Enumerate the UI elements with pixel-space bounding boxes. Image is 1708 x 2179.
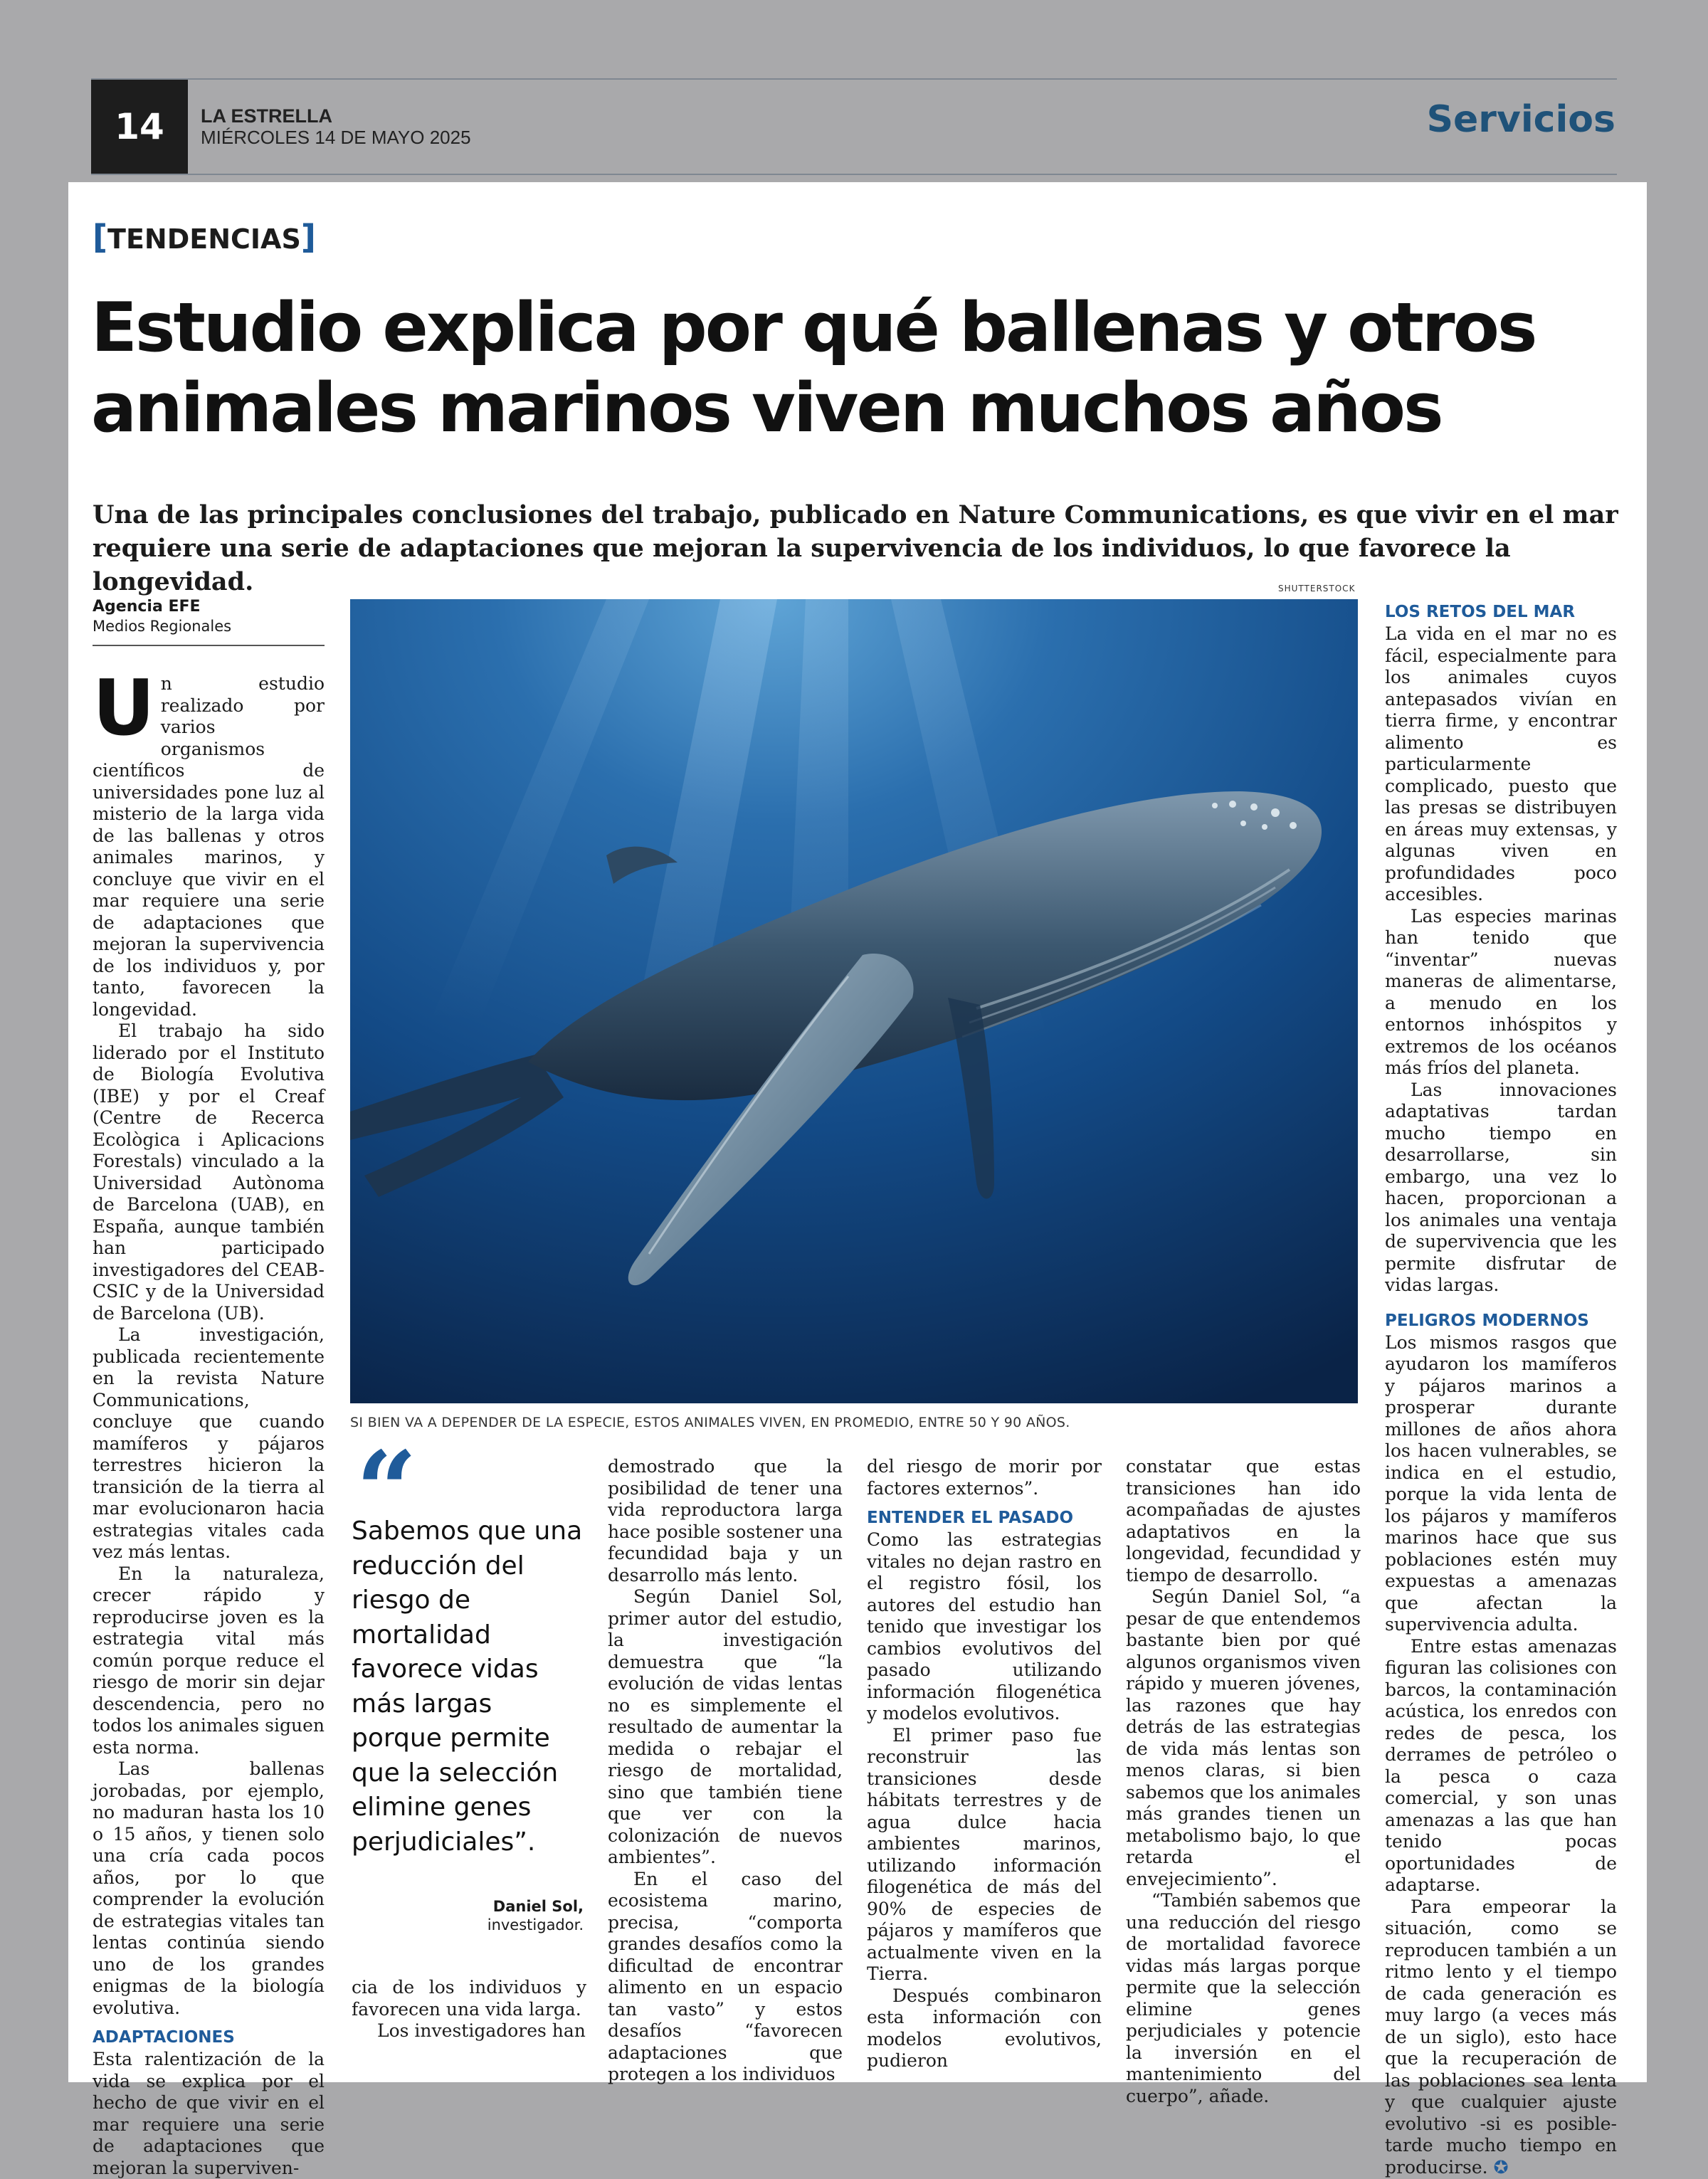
paragraph	[1385, 1896, 1617, 2179]
paragraph: En la naturaleza, crecer rápido y reproducirse joven es la estrategia vital más común porque reduce el riesgo de morir sin dejar descendencia, pero no todos los animales siguen esta norma.	[93, 1563, 325, 1758]
paragraph: Esta ralentización de la vida se explica por el hecho de que vivir en el mar requiere una serie de adaptaciones que mejoran la superviven-	[93, 2049, 325, 2178]
top-rule	[91, 78, 1617, 80]
subheading-adaptaciones: ADAPTACIONES	[93, 2028, 235, 2047]
paragraph	[93, 664, 325, 1020]
paragraph-text: n estudio realizado por varios organismos científicos de universidades pone luz al misterio de la larga vida de las ballenas y otros animales marinos, y concluye que vivir en el mar requiere una serie de adaptaciones que mejoran la supervivencia de los individuos y, por tanto, favorecen la longevidad.	[93, 673, 325, 1020]
edition-date: MIÉRCOLES 14 DE MAYO 2025	[201, 127, 471, 148]
newspaper-name: LA ESTRELLA	[201, 105, 332, 127]
kicker	[93, 218, 316, 256]
photo-caption: SI BIEN VA A DEPENDER DE LA ESPECIE, ESTOS ANIMALES VIVEN, EN PROMEDIO, ENTRE 50 Y 90 AÑOS.	[350, 1415, 1070, 1430]
paragraph: Después combinaron esta información con modelos evolutivos, pudieron	[867, 1985, 1102, 2071]
page-number: 14	[91, 80, 188, 174]
paragraph: Los mismos rasgos que ayudaron los mamíferos y pájaros marinos a prosperar durante millones de años ahora los hacen vulnerables, se indica en el estudio, porque la vida lenta de los pájaros y mamíferos marinos hace que sus poblaciones estén muy expuestas a amenazas que afectan la supervivencia adulta.	[1385, 1331, 1617, 1635]
quote-attribution	[441, 1897, 584, 1934]
paragraph: Según Daniel Sol, primer autor del estudio, la investigación demuestra que “la evolución de vidas lentas no es simplemente el resultado de aumentar la medida o rebajar el riesgo de mortalidad, sino que también tiene que ver con la colonización de nuevos ambientes”.	[608, 1586, 843, 1867]
subheading-peligros: PELIGROS MODERNOS	[1385, 1311, 1589, 1330]
subheading-retos: LOS RETOS DEL MAR	[1385, 603, 1576, 621]
dropcap: U	[93, 664, 155, 753]
text-column-6	[1385, 602, 1617, 2178]
paragraph: Las especies marinas han tenido que “inventar” nuevas maneras de alimentarse, a menudo en los entornos inhóspitos y extremos de los océanos más fríos del planeta.	[1385, 905, 1617, 1078]
header-rule	[91, 174, 1617, 175]
paragraph: La investigación, publicada recientemente en la revista Nature Communications, concluye que cuando mamíferos y pájaros terrestres hicieron la transición de la tierra al mar evolucionaron hacia estrategias vitales cada vez más lentas.	[93, 1324, 325, 1562]
text-column-3	[608, 1456, 843, 2086]
kicker-label: TENDENCIAS	[107, 223, 301, 255]
kicker-bracket-close: ]	[300, 218, 316, 256]
paragraph: cia de los individuos y favorecen una vida larga.	[352, 1977, 586, 2020]
text-column-1	[93, 664, 325, 2179]
paragraph: La vida en el mar no es fácil, especialmente para los animales cuyos antepasados vivían en tierra firme, y encontrar alimento es particularmente complicado, puesto que las presas se distribuyen en áreas muy extensas, y algunas viven en profundidades poco accesibles.	[1385, 623, 1617, 904]
paragraph: El primer paso fue reconstruir las transiciones desde hábitats terrestres y de agua dulce hacia ambientes marinos, utilizando información filogenética de más del 90% de especies de pájaros y mamíferos que actualmente viven en la Tierra.	[867, 1724, 1102, 1984]
deck: Una de las principales conclusiones del trabajo, publicado en Nature Communications, es que vivir en el mar requiere una serie de adaptaciones que mejoran la supervivencia de los individuos, lo que favorece la longevidad.	[93, 500, 1618, 596]
headline-line-2: animales marinos viven muchos años	[91, 369, 1442, 448]
quote-author-role: investigador.	[487, 1916, 584, 1933]
whale-photo	[350, 599, 1358, 1403]
byline-outlet: Medios Regionales	[93, 618, 232, 635]
paragraph-text: Para empeorar la situación, como se reproducen también a un ritmo lento y el tiempo de cada generación es muy largo (a veces más de un siglo), esto hace que la recuperación de las poblaciones sea lenta y que cualquier ajuste evolutivo -si es posible- tarde mucho tiempo en producirse.	[1385, 1896, 1617, 2178]
section-title: Servicios	[1426, 98, 1615, 141]
text-column-5	[1126, 1456, 1361, 2107]
paragraph: En el caso del ecosistema marino, precisa, “comporta grandes desafíos como la dificultad de encontrar alimento en un espacio tan vasto” y estos desafíos “favorecen adaptaciones que protegen a los individuos	[608, 1868, 843, 2084]
paragraph: “También sabemos que una reducción del riesgo de mortalidad favorece vidas más largas porque permite que la selección elimine genes perjudiciales y potencie la inversión en el mantenimiento del cuerpo”, añade.	[1126, 1890, 1361, 2106]
byline-rule	[93, 645, 325, 646]
paragraph: Las ballenas jorobadas, por ejemplo, no maduran hasta los 10 o 15 años, y tienen solo una cría cada pocos años, por lo que comprender la evolución de estrategias vitales tan lentas continúa siendo uno de los grandes enigmas de la biología evolutiva.	[93, 1758, 325, 2018]
text-column-4	[867, 1456, 1102, 2072]
paragraph: Entre estas amenazas figuran las colisiones con barcos, la contaminación acústica, los enredos con redes de pesca, los derrames de petróleo o la pesca o caza comercial, y son unas amenazas a las que han tenido pocas oportunidades de adaptarse.	[1385, 1635, 1617, 1895]
paragraph: constatar que estas transiciones han ido acompañadas de ajustes adaptativos en la longevidad, fecundidad y tiempo de desarrollo.	[1126, 1456, 1361, 1586]
end-of-article-icon: ✪	[1493, 2156, 1509, 2178]
quote-author: Daniel Sol,	[492, 1898, 584, 1915]
headline-line-1: Estudio explica por qué ballenas y otros	[91, 289, 1536, 367]
subheading-entender: ENTENDER EL PASADO	[867, 1509, 1074, 1527]
paragraph: demostrado que la posibilidad de tener una vida reproductora larga hace posible sostener una fecundidad baja y un desarrollo más lento.	[608, 1456, 843, 1586]
paragraph: Los investigadores han	[377, 2020, 586, 2041]
paragraph: Las innovaciones adaptativas tardan mucho tiempo en desarrollarse, sin embargo, una vez lo hacen, proporcionan a los animales una ventaja de supervivencia que les permite disfrutar de vidas largas.	[1385, 1079, 1617, 1295]
whale-illustration	[350, 599, 1358, 1403]
headline	[91, 288, 1628, 449]
paragraph: Como las estrategias vitales no dejan rastro en el registro fósil, los autores del estudio han tenido que investigar los cambios evolutivos del pasado utilizando información filogenética y modelos evolutivos.	[867, 1529, 1102, 1724]
paragraph: Según Daniel Sol, “a pesar de que entendemos bastante bien por qué algunos organismos viven rápido y mueren jóvenes, las razones que hay detrás de las estrategias de vida más lentas son menos claras, si bien sabemos que los animales más grandes tienen un metabolismo bajo, lo que retarda el envejecimiento”.	[1126, 1586, 1361, 1889]
text-column-2	[352, 1977, 586, 2042]
kicker-bracket-open: [	[93, 218, 108, 256]
paragraph: del riesgo de morir por factores externos”.	[867, 1456, 1102, 1499]
photo-credit: SHUTTERSTOCK	[1278, 584, 1356, 593]
paragraph: El trabajo ha sido liderado por el Instituto de Biología Evolutiva (IBE) y por el Creaf (Centre de Recerca Ecològica i Aplicacions Forestals) vinculado a la Universidad Autònoma de Barcelona (UAB), en España, aunque también han participado investigadores del CEAB-CSIC y de la Universidad de Barcelona (UB).	[93, 1020, 325, 1324]
byline-agency: Agencia EFE	[93, 598, 201, 616]
quote-mark: “	[356, 1428, 418, 1553]
pull-quote: Sabemos que una reducción del riesgo de mortalidad favorece vidas más largas porque permite que la selección elimine genes perjudiciales”.	[352, 1516, 583, 1857]
